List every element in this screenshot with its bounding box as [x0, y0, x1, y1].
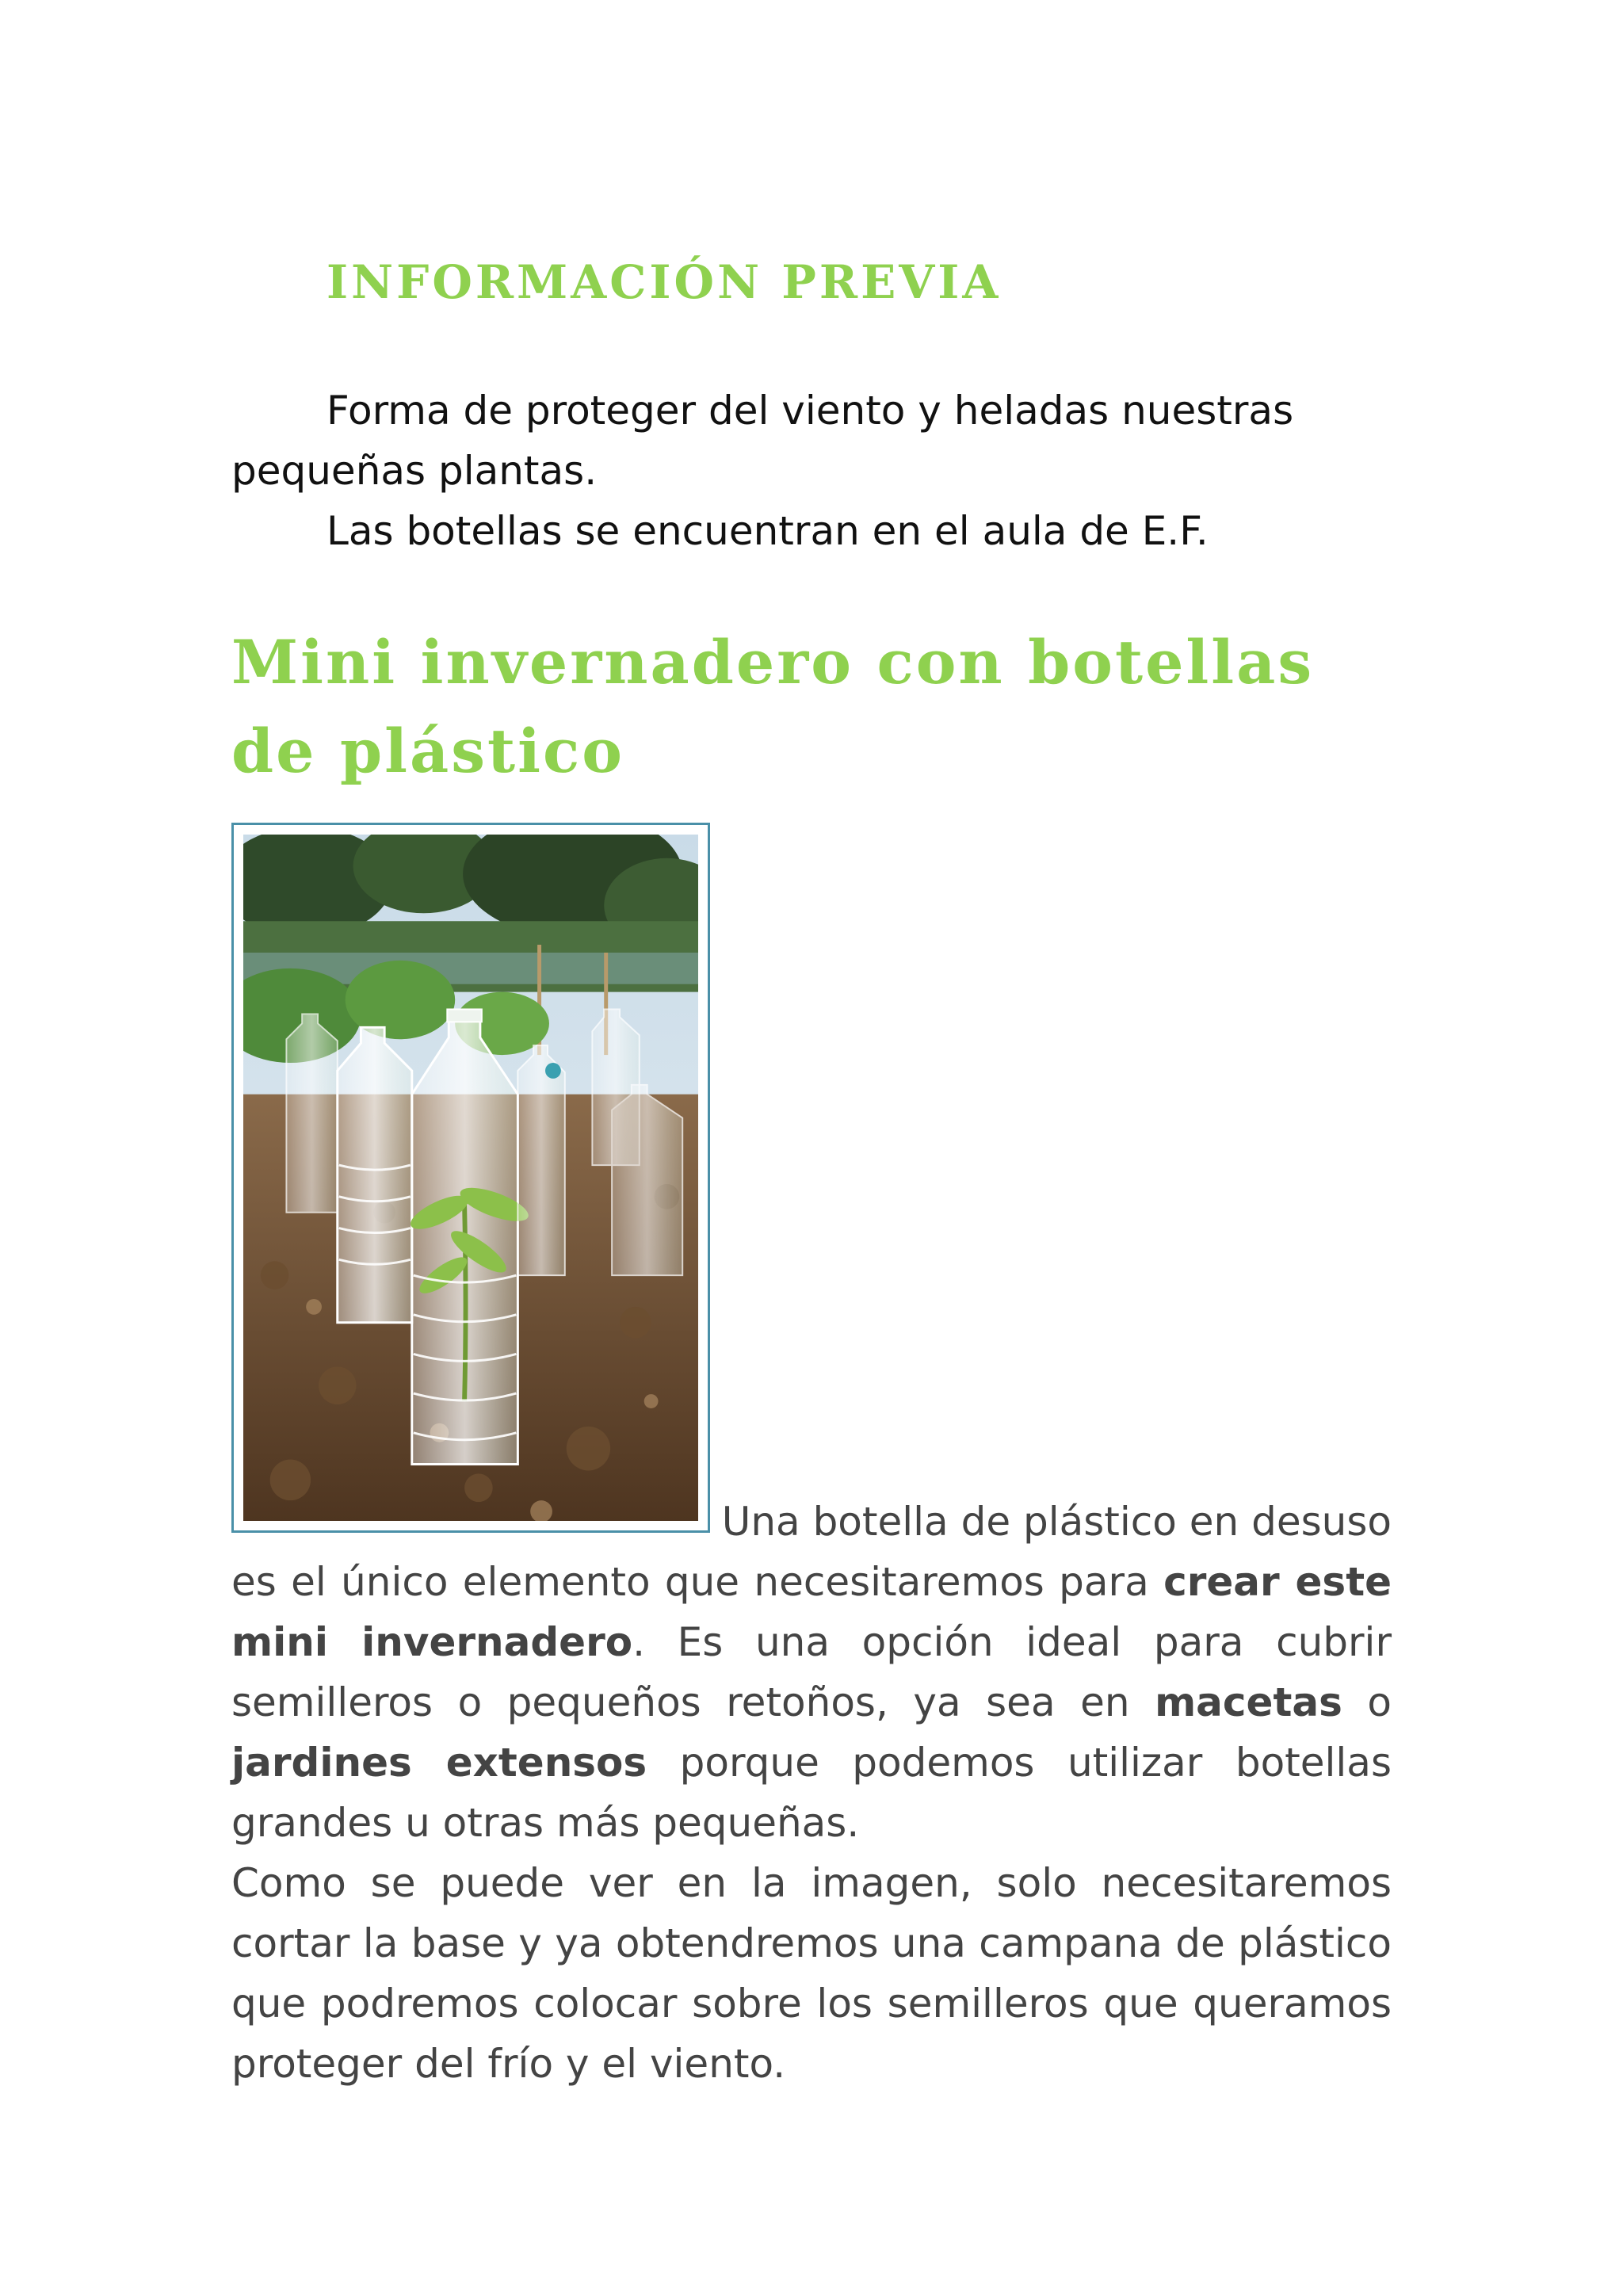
body-text: [231, 1552, 1392, 2094]
intro-line-1-text: Forma de proteger del viento y heladas nuestras pequeñas plantas.: [231, 388, 1294, 494]
greenhouse-bottles-photo: [231, 823, 710, 1533]
intro-line-2: [231, 501, 1388, 561]
paragraph-1-first-line: Una botella de plástico en desuso: [721, 1499, 1392, 1545]
p1-seg2: . Es una opción ideal para cubrir semilleros o pequeños retoños, ya sea en: [231, 1619, 1392, 1725]
p1-seg3: o: [1342, 1679, 1392, 1725]
photo-illustration: [243, 835, 698, 1521]
section-heading: INFORMACIÓN PREVIA: [327, 255, 1002, 309]
p1-seg4: porque podemos utilizar botellas grandes u otras más pequeñas.: [231, 1740, 1392, 1846]
article-title: Mini invernadero con botellas de plástico: [231, 627, 1315, 786]
p1-bold-crear-este-mini-invernadero: crear este mini invernadero: [231, 1559, 1392, 1665]
intro-line-1: [231, 380, 1388, 501]
paragraph-1: [231, 1552, 1392, 1853]
p1-bold-jardines-extensos: jardines extensos: [231, 1740, 647, 1786]
intro-text: [231, 380, 1388, 561]
paragraph-2: Como se puede ver en la imagen, solo necesitaremos cortar la base y ya obtendremos una campana de plástico que podremos colocar sobre los semilleros que queramos proteger del frío y el viento.: [231, 1860, 1392, 2087]
intro-line-2-text: Las botellas se encuentran en el aula de E.F.: [327, 508, 1209, 554]
p1-bold-macetas: macetas: [1155, 1679, 1342, 1725]
p1-seg1: es el único elemento que necesitaremos para: [231, 1559, 1164, 1605]
